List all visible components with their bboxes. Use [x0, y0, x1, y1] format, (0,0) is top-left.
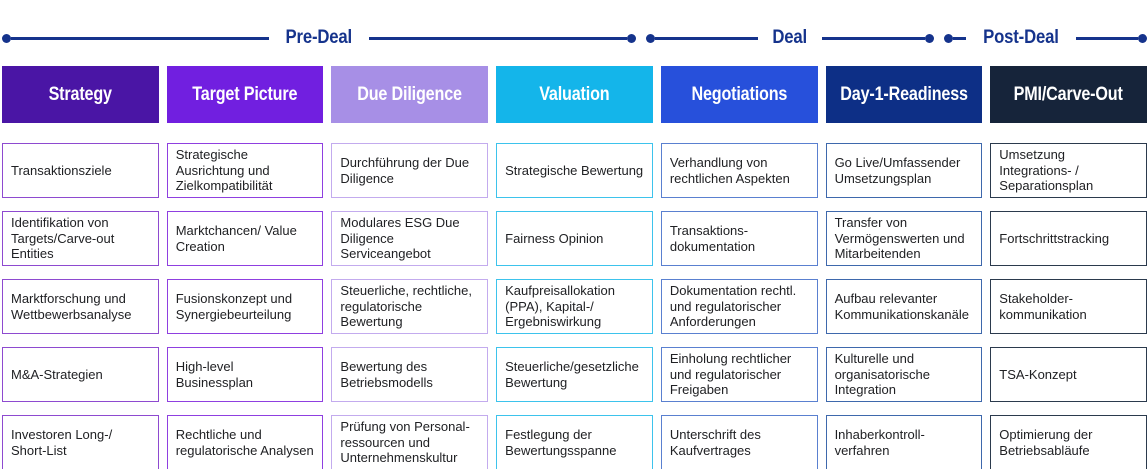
- timeline-line: [11, 37, 269, 40]
- process-item: M&A-Strategien: [2, 347, 159, 402]
- process-item: Optimierung der Betriebsabläufe: [990, 415, 1147, 469]
- process-item: Marktforschung und Wettbewerbsanalyse: [2, 279, 159, 334]
- process-item: TSA-Konzept: [990, 347, 1147, 402]
- timeline-dot: [925, 34, 934, 43]
- process-item: Verhandlung von rechtlichen Aspekten: [661, 143, 818, 198]
- process-item: Transfer von Vermögenswerten und Mitarbeitenden: [826, 211, 983, 266]
- process-item: Marktchancen/ Value Creation: [167, 211, 324, 266]
- phase-post-deal: [944, 27, 1147, 49]
- process-item: Dokumentation rechtl. und regulatorischer Anforderungen: [661, 279, 818, 334]
- process-item: High-level Businessplan: [167, 347, 324, 402]
- timeline-line: [369, 37, 627, 40]
- timeline-line: [1076, 37, 1138, 40]
- column-header-pmi-carve-out: [990, 66, 1147, 123]
- process-item: Transaktions-dokumentation: [661, 211, 818, 266]
- process-item: Rechtliche und regulatorische Analysen: [167, 415, 324, 469]
- column-title: Due Diligence: [357, 83, 463, 105]
- column-title: Target Picture: [192, 83, 298, 105]
- process-item: Kaufpreisallokation (PPA), Kapital-/ Ergebniswirkung: [496, 279, 653, 334]
- process-item: Kulturelle und organisatorische Integration: [826, 347, 983, 402]
- phase-pre-deal: [2, 27, 636, 49]
- column-header-due-diligence: [331, 66, 488, 123]
- process-item: Fortschrittstracking: [990, 211, 1147, 266]
- process-item: Unterschrift des Kaufvertrages: [661, 415, 818, 469]
- process-item: Festlegung der Bewertungsspanne: [496, 415, 653, 469]
- timeline-dot: [2, 34, 11, 43]
- process-item: Strategische Ausrichtung und Zielkompatibilität: [167, 143, 324, 198]
- process-item: Transaktionsziele: [2, 143, 159, 198]
- process-item: Modulares ESG Due Diligence Serviceangebot: [331, 211, 488, 266]
- timeline-dot: [1138, 34, 1147, 43]
- process-item: Inhaberkontroll-verfahren: [826, 415, 983, 469]
- process-item: Stakeholder-kommunikation: [990, 279, 1147, 334]
- column-header-target-picture: [167, 66, 324, 123]
- process-item: Einholung rechtlicher und regulatorischer Freigaben: [661, 347, 818, 402]
- column-header-valuation: [496, 66, 653, 123]
- process-item: Strategische Bewertung: [496, 143, 653, 198]
- column-title: Strategy: [48, 83, 112, 105]
- timeline-dot: [944, 34, 953, 43]
- process-item: Fairness Opinion: [496, 211, 653, 266]
- process-item: Bewertung des Betriebsmodells: [331, 347, 488, 402]
- process-item: Aufbau relevanter Kommunikationskanäle: [826, 279, 983, 334]
- timeline-line: [953, 37, 967, 40]
- timeline-dot: [627, 34, 636, 43]
- process-item: Steuerliche, rechtliche, regulatorische Bewertung: [331, 279, 488, 334]
- process-item: Fusionskonzept und Synergiebeurteilung: [167, 279, 324, 334]
- timeline-line: [822, 37, 925, 40]
- process-item: Go Live/Umfassender Umsetzungsplan: [826, 143, 983, 198]
- column-header-negotiations: [661, 66, 818, 123]
- timeline-line: [655, 37, 758, 40]
- column-header-strategy: [2, 66, 159, 123]
- process-grid: [2, 143, 1147, 469]
- timeline-dot: [646, 34, 655, 43]
- process-item: Prüfung von Personal-ressourcen und Unternehmenskultur: [331, 415, 488, 469]
- process-item: Umsetzung Integrations- / Separationsplan: [990, 143, 1147, 198]
- phase-label: Deal: [772, 27, 808, 48]
- phase-label: Pre-Deal: [285, 27, 353, 48]
- column-header-day-1-readiness: [826, 66, 983, 123]
- deal-phase-timeline: [2, 27, 1147, 49]
- column-title: PMI/Carve-Out: [1014, 83, 1124, 105]
- process-item: Investoren Long-/ Short-List: [2, 415, 159, 469]
- process-item: Identifikation von Targets/Carve-out Entities: [2, 211, 159, 266]
- column-title: Day-1-Readiness: [840, 83, 968, 105]
- process-item: Durchführung der Due Diligence: [331, 143, 488, 198]
- phase-deal: [646, 27, 933, 49]
- column-headers: [2, 66, 1147, 123]
- phase-label: Post-Deal: [983, 27, 1060, 48]
- process-item: Steuerliche/gesetzliche Bewertung: [496, 347, 653, 402]
- column-title: Negotiations: [691, 83, 788, 105]
- column-title: Valuation: [539, 83, 610, 105]
